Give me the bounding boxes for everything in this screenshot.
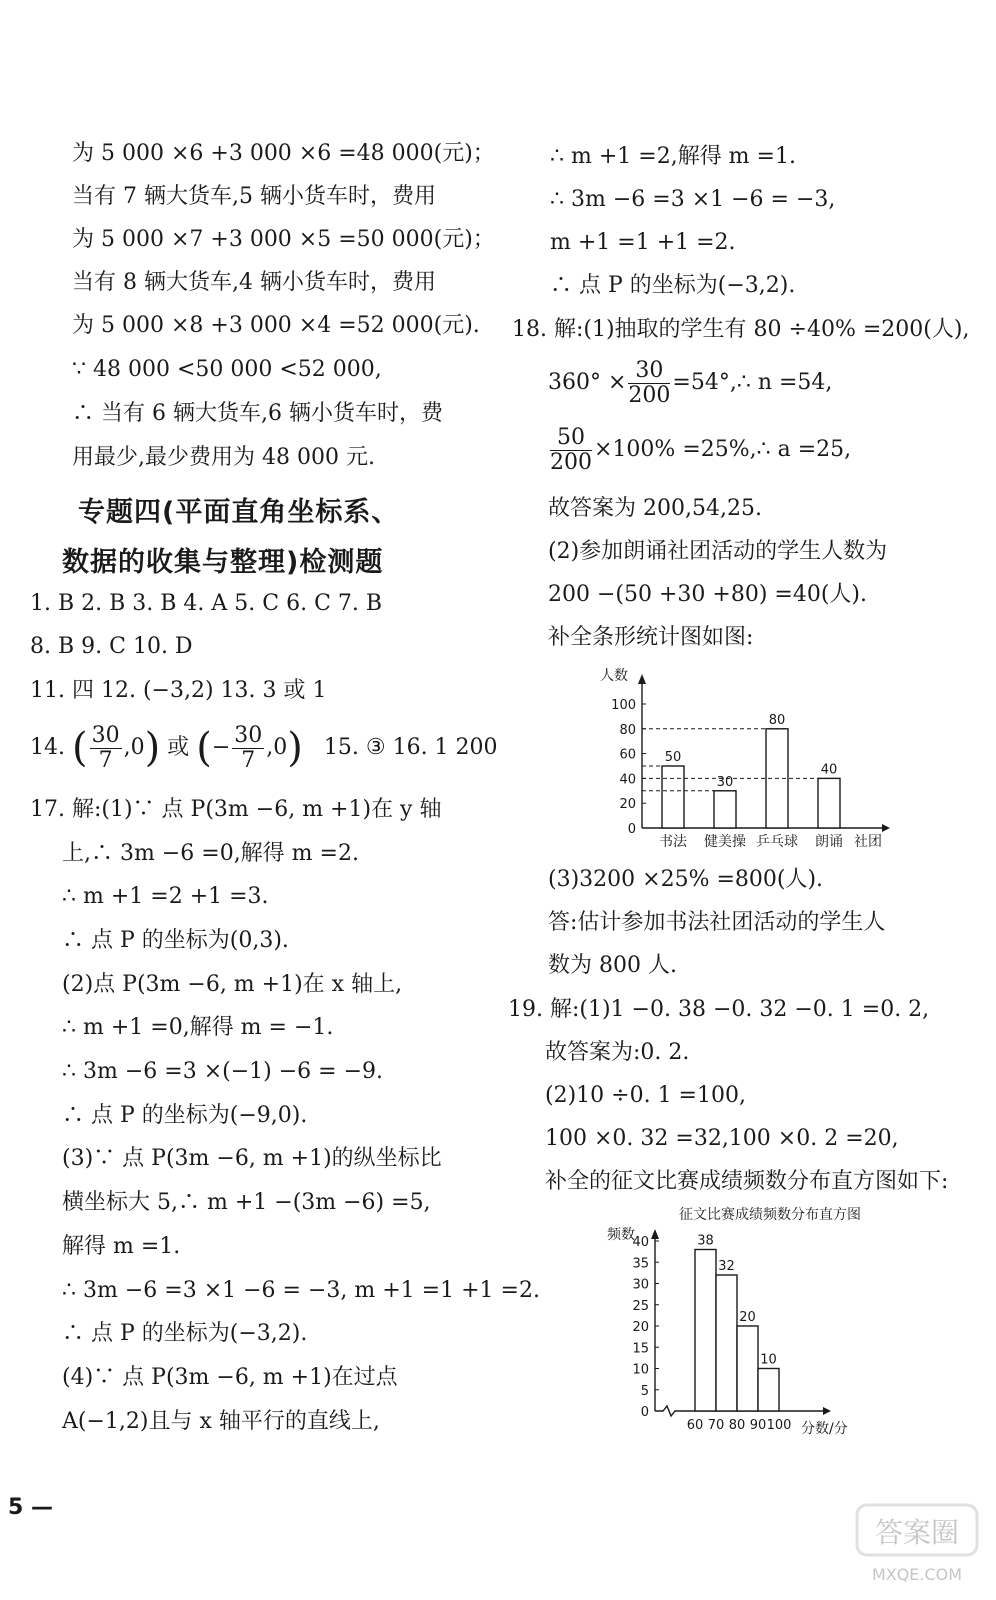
x-axis-arrow [882,824,890,832]
q17-line: ∴ 3m −6 =3 ×1 −6 = −3, m +1 =1 +1 =2. [62,1278,540,1303]
q17-line: ∴ m +1 =2 +1 =3. [62,884,269,909]
y-tick-label: 40 [619,772,636,788]
top-line: m +1 =1 +1 =2. [550,230,736,255]
x-tick-label: 70 [707,1418,725,1433]
bar-value-label: 32 [718,1259,735,1274]
x-axis-label: 分数/分 [801,1421,848,1437]
x-tick-label: 100 [766,1418,792,1433]
histogram-bar [695,1250,716,1412]
q17-line: 解得 m =1. [62,1234,181,1259]
q18-line: 故答案为 200,54,25. [548,496,762,521]
q18-line: 答:估计参加书法社团活动的学生人 [548,910,886,935]
q17-line: (4)∵ 点 P(3m −6, m +1)在过点 [62,1365,398,1390]
q17-line: 17. 解:(1)∵ 点 P(3m −6, m +1)在 y 轴 [30,797,442,822]
answers-row-3: 11. 四 12. (−3,2) 13. 3 或 1 [30,678,327,703]
svg-text:MXQE.COM: MXQE.COM [871,1565,963,1584]
y-tick-label: 40 [632,1235,649,1250]
q19-line: (2)10 ÷0. 1 =100, [545,1083,746,1108]
answers-row-2: 8. B 9. C 10. D [30,634,193,659]
q18-line: 数为 800 人. [548,953,677,978]
y-tick-label: 30 [632,1277,649,1293]
q17-line: ∴ 点 P 的坐标为(−9,0). [62,1103,308,1128]
q18-angle-row: 360° × $\frac{30}{200}$ =54°,∴ n =54, [548,357,833,408]
x-tick-label: 60 [686,1418,704,1433]
section-heading-line-2: 数据的收集与整理)检测题 [62,547,384,578]
bar-value-label: 38 [697,1233,714,1249]
x-tick-label: 90 [749,1418,767,1433]
y-tick-label: 5 [640,1383,649,1399]
q17-line: (2)点 P(3m −6, m +1)在 x 轴上, [62,972,403,997]
fraction: $\frac{50}{200}$ [550,424,592,475]
y-tick-label: 100 [611,698,636,713]
fraction: $\frac{30}{7}$ [234,722,263,773]
q17-line: ∴ 点 P 的坐标为(−3,2). [62,1321,308,1346]
bar [714,791,736,828]
q18-line: 补全条形统计图如图: [548,625,754,650]
fraction: $\frac{30}{7}$ [91,722,120,773]
club-bar-chart [590,660,910,860]
top-line: ∴ m +1 =2,解得 m =1. [550,144,796,169]
q18-line: 18. 解:(1)抽取的学生有 80 ÷40% =200(人), [512,317,970,342]
q14-label: 14. [30,735,65,760]
q17-line: 横坐标大 5,∴ m +1 −(3m −6) =5, [62,1190,431,1215]
y-tick-label: 0 [627,822,636,837]
q18-line: (3)3200 ×25% =800(人). [548,867,824,892]
q17-line: 上,∴ 3m −6 =0,解得 m =2. [62,841,359,866]
y-tick-label: 0 [640,1405,649,1420]
answer-14-row: 14. ( $\frac{30}{7}$ ,0) 或 (− $\frac{30}{7}$ ,0) 15. ③ 16. 1 200 [30,722,498,773]
watermark-logo [852,1500,982,1590]
cost-line: 为 5 000 ×7 +3 000 ×5 =50 000(元)； [72,227,495,252]
bar-value-label: 40 [820,762,838,778]
bar [818,778,840,828]
q17-line: (3)∵ 点 P(3m −6, m +1)的纵坐标比 [62,1146,442,1171]
category-label: 朗诵 [815,834,843,850]
cost-line: 当有 7 辆大货车,5 辆小货车时，费用 [72,184,436,209]
q18-line: (2)参加朗诵社团活动的学生人数为 [548,539,888,564]
category-label: 乒乓球 [756,834,798,850]
y-axis-arrow [651,1229,659,1239]
cost-line: 用最少,最少费用为 48 000 元. [72,445,375,470]
q18-line: 200 −(50 +30 +80) =40(人). [548,582,868,607]
score-histogram [605,1203,935,1443]
y-tick-label: 20 [632,1320,649,1335]
chart-title: 征文比赛成绩频数分布直方图 [679,1207,861,1223]
x-axis-arrow [823,1407,831,1415]
y-tick-label: 25 [632,1298,649,1314]
q19-line: 100 ×0. 32 =32,100 ×0. 2 =20, [545,1126,899,1151]
bar [662,766,684,828]
q17-line: ∴ 3m −6 =3 ×(−1) −6 = −9. [62,1059,383,1084]
histogram-bar [758,1369,779,1412]
fraction: $\frac{30}{200}$ [628,357,671,408]
q18-percent-row: $\frac{50}{200}$ ×100% =25%,∴ a =25, [550,424,852,475]
y-tick-label: 20 [619,797,636,813]
y-axis-arrow [638,674,646,684]
bar-value-label: 50 [664,750,682,765]
q19-line: 19. 解:(1)1 −0. 38 −0. 32 −0. 1 =0. 2, [508,997,930,1022]
cost-line: 当有 8 辆大货车,4 辆小货车时，费用 [72,270,436,295]
q17-line: A(−1,2)且与 x 轴平行的直线上, [62,1409,380,1434]
bar-value-label: 10 [760,1352,777,1368]
histogram-bar [716,1275,737,1411]
svg-text:答案圈: 答案圈 [874,1516,960,1549]
answers-row-1: 1. B 2. B 3. B 4. A 5. C 6. C 7. B [30,591,383,616]
y-tick-label: 60 [619,747,636,763]
y-tick-label: 35 [632,1256,649,1272]
section-heading-line-1: 专题四(平面直角坐标系、 [78,497,400,528]
y-tick-label: 10 [632,1362,649,1378]
top-line: ∴ 点 P 的坐标为(−3,2). [550,273,796,298]
bar-value-label: 30 [716,774,734,790]
y-tick-label: 15 [632,1341,649,1357]
top-line: ∴ 3m −6 =3 ×1 −6 = −3, [550,187,836,212]
category-label: 健美操 [704,834,746,850]
histogram-bar [737,1326,758,1411]
q19-line: 补全的征文比赛成绩频数分布直方图如下: [545,1169,949,1194]
y-axis-label: 频数 [607,1227,635,1243]
bar-value-label: 80 [768,712,786,728]
q17-line: ∴ m +1 =0,解得 m = −1. [62,1015,334,1040]
bar-value-label: 20 [739,1310,756,1325]
category-label: 书法 [659,834,687,850]
cost-line: 为 5 000 ×6 +3 000 ×6 =48 000(元)； [72,141,495,166]
x-axis-label: 社团 [854,834,882,850]
q17-line: ∴ 点 P 的坐标为(0,3). [62,928,289,953]
cost-line: ∵ 48 000 <50 000 <52 000, [72,357,382,382]
cost-line: 为 5 000 ×8 +3 000 ×4 =52 000(元). [72,313,480,338]
x-tick-label: 80 [728,1418,746,1433]
q19-line: 故答案为:0. 2. [545,1040,690,1065]
y-tick-label: 80 [619,722,636,738]
cost-line: ∴ 当有 6 辆大货车,6 辆小货车时，费 [72,401,443,426]
y-axis-label: 人数 [600,668,628,684]
page-number: 5 — [8,1495,53,1520]
